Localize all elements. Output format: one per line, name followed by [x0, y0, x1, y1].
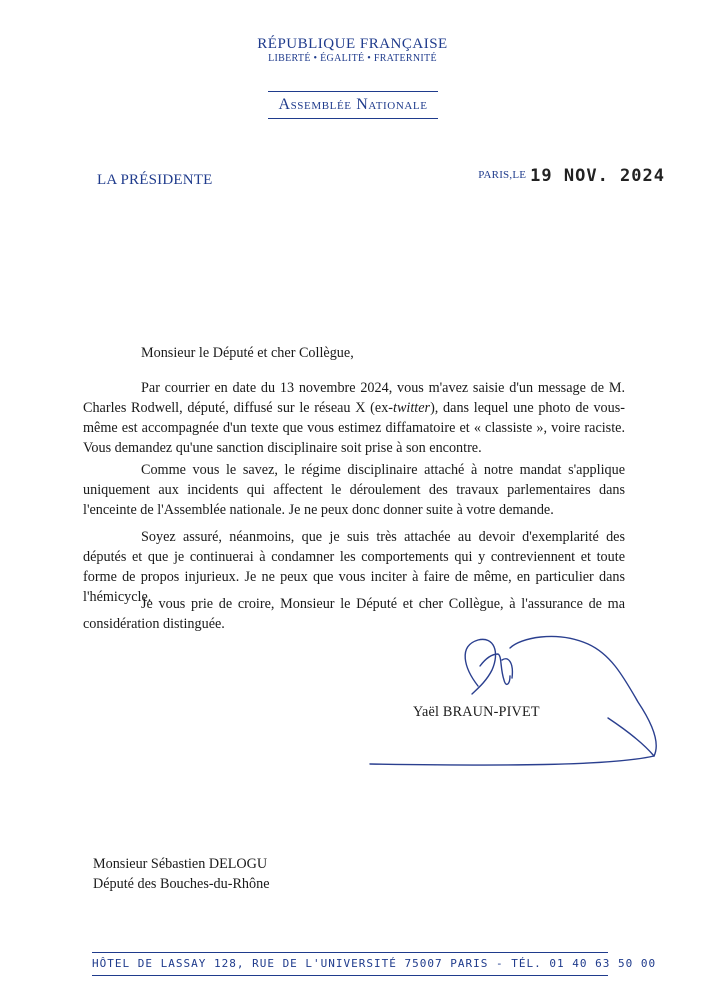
republic-motto: LIBERTÉ • ÉGALITÉ • FRATERNITÉ: [268, 53, 437, 64]
handwritten-signature: [360, 618, 670, 773]
paragraph-4-text: Je vous prie de croire, Monsieur le Député et cher Collègue, à l'assurance de ma considération distinguée.: [83, 596, 625, 632]
date-prefix: PARIS,LE: [478, 169, 527, 181]
footer-rule-bottom: [92, 975, 608, 976]
salutation: Monsieur le Député et cher Collègue,: [141, 345, 354, 361]
date-line: [478, 166, 665, 186]
footer-rule-top: [92, 952, 608, 953]
footer-address: HÔTEL DE LASSAY 128, RUE DE L'UNIVERSITÉ 75007 PARIS - TÉL. 01 40 63 50 00: [92, 957, 657, 970]
recipient-name: Monsieur Sébastien DELOGU: [93, 856, 268, 872]
institution-name: Assemblée Nationale: [278, 96, 428, 113]
paragraph-2-text: Comme vous le savez, le régime disciplinaire attaché à notre mandat s'applique uniquement aux incidents qui affectent le déroulement des travaux parlementaires dans l'enceinte de l'Assemblée nationale. Je ne peux donc donner suite à votre demande.: [83, 462, 625, 518]
paragraph-1-italic: twitter: [393, 400, 431, 416]
recipient-block: [93, 854, 270, 894]
republique-francaise-title: RÉPUBLIQUE FRANÇAISE: [257, 36, 448, 52]
signer-name: Yaël BRAUN-PIVET: [413, 704, 540, 720]
institution-frame: [268, 91, 438, 119]
paragraph-1: [83, 378, 625, 458]
paragraph-3-text: Soyez assuré, néanmoins, que je suis très attachée au devoir d'exemplarité des députés et que je continuerai à condamner les comportements qui y contreviennent et toute forme de propos injurieux. Je ne peux que vous inciter à faire de même, en particulier dans l'hémicycle.: [83, 529, 625, 605]
paragraph-2: [83, 460, 625, 520]
date-stamp: 19 NOV. 2024: [530, 166, 665, 186]
paragraph-1-part-a: Par courrier en date du 13 novembre 2024, vous m'avez saisie d'un message de M. Charles Rodwell, député, diffusé sur le réseau X (ex-: [83, 380, 625, 416]
recipient-title: Député des Bouches-du-Rhône: [93, 876, 270, 892]
sender-office: LA PRÉSIDENTE: [97, 172, 213, 188]
paragraph-1-part-b: ), dans lequel une photo de vous-même est accompagnée d'un texte que vous estimez diffamatoire et « classiste », voire raciste. Vous demandez qu'une sanction disciplinaire soit prise à son encontre.: [83, 400, 625, 456]
